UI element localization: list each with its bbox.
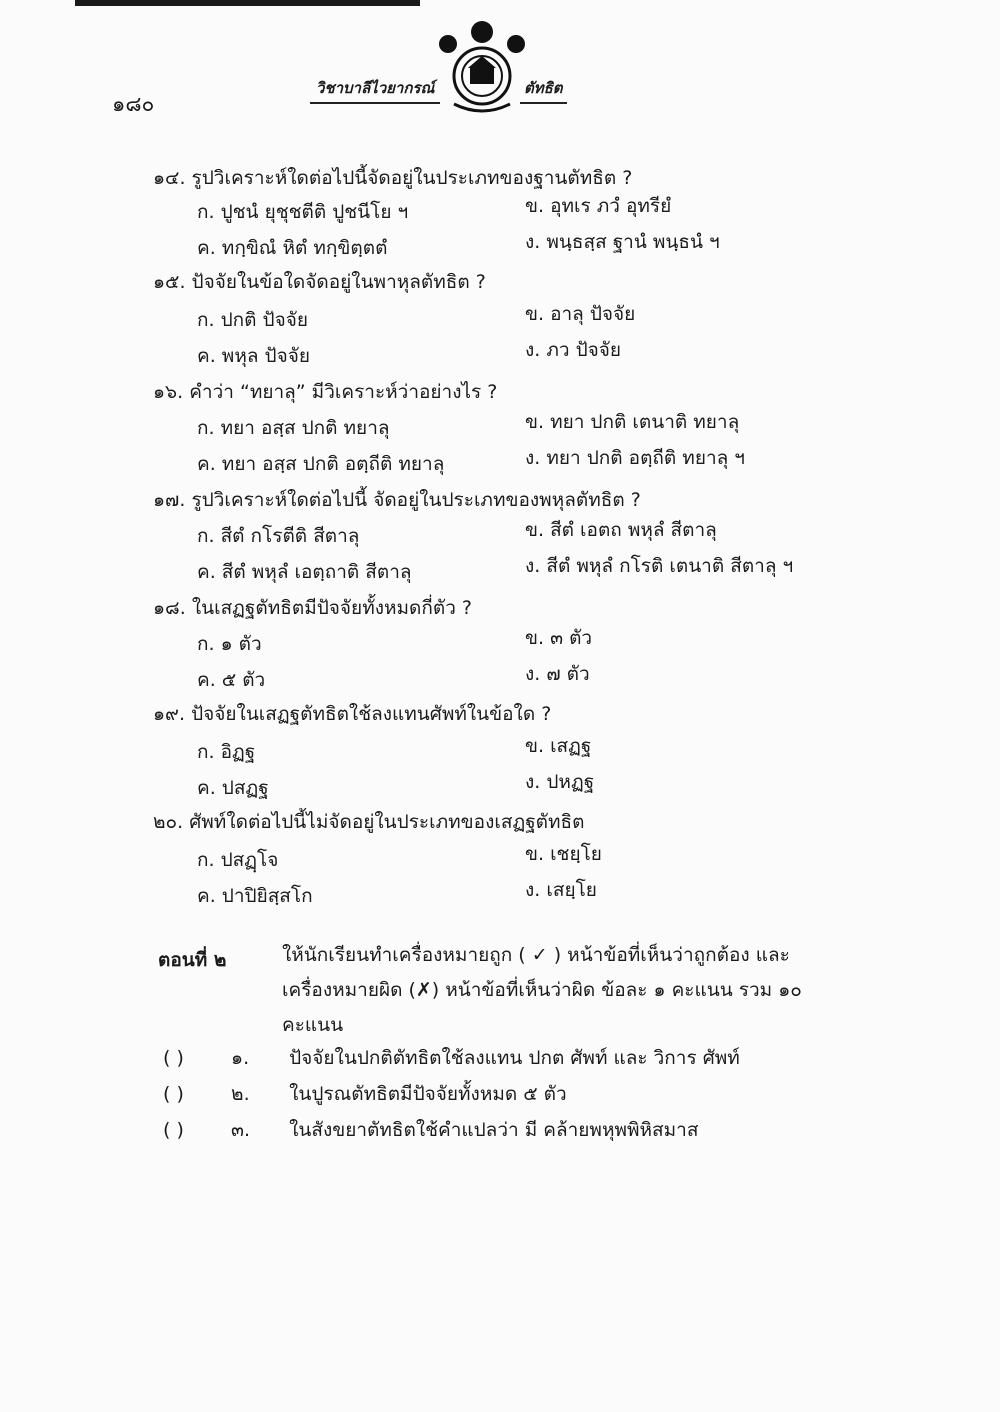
option-d: ง. ทยา ปกติ อตฺถีติ ทยาลุ ฯ: [525, 447, 745, 469]
item-number: ๓.: [231, 1119, 251, 1141]
option-c: ค. ทยา อสฺส ปกติ อตฺถีติ ทยาลุ: [197, 453, 445, 475]
true-false-item-1: [163, 1043, 740, 1073]
question-number: ๑๙.: [153, 703, 186, 725]
answer-box[interactable]: ( ): [163, 1119, 184, 1141]
question-text: รูปวิเคราะห์ใดต่อไปนี้จัดอยู่ในประเภทของฐานตัทธิต ?: [191, 167, 633, 189]
answer-box[interactable]: ( ): [163, 1047, 184, 1069]
option-d: ง. พนฺธสฺส ฐานํ พนฺธนํ ฯ: [525, 231, 720, 253]
option-b: ข. ๓ ตัว: [525, 627, 593, 649]
option-b: ข. เสฏฐ: [525, 735, 592, 757]
option-c: ค. ทกฺขิณํ หิตํ ทกฺขิตฺตตํ: [197, 237, 388, 259]
subject-title: วิชาบาลีไวยากรณ์: [310, 76, 440, 104]
part2-label: ตอนที่ ๒: [158, 949, 227, 971]
true-false-item-3: [163, 1115, 698, 1145]
question-number: ๑๘.: [153, 597, 186, 619]
question-number: ๑๗.: [153, 489, 186, 511]
option-a: ก. สีตํ กโรตีติ สีตาลุ: [197, 525, 360, 547]
option-c: ค. ปสฏฐ: [197, 777, 269, 799]
top-border-line: [75, 0, 420, 6]
option-b: ข. เชยฺโย: [525, 843, 602, 865]
question-number: ๒๐.: [153, 811, 184, 833]
question-18: [153, 593, 472, 623]
option-d: ง. ปหฏฐ: [525, 771, 595, 793]
option-d: ง. ภว ปัจจัย: [525, 339, 622, 361]
question-19: [153, 699, 551, 729]
option-a: ก. อิฏฐ: [197, 741, 256, 763]
topic-title: ตัทธิต: [520, 76, 567, 104]
option-a: ก. ทยา อสฺส ปกติ ทยาลุ: [197, 417, 390, 439]
question-text: ศัพท์ใดต่อไปนี้ไม่จัดอยู่ในประเภทของเสฏฐตัทธิต: [189, 811, 585, 833]
option-a: ก. ปกติ ปัจจัย: [197, 309, 308, 331]
option-c: ค. สีตํ พหุลํ เอตฺถาติ สีตาลุ: [197, 561, 412, 583]
option-b: ข. สีตํ เอตถ พหุลํ สีตาลุ: [525, 519, 717, 541]
option-d: ง. สีตํ พหุลํ กโรติ เตนาติ สีตาลุ ฯ: [525, 555, 794, 577]
question-15: [153, 267, 486, 297]
true-false-item-2: [163, 1079, 567, 1109]
option-c: ค. พหุล ปัจจัย: [197, 345, 310, 367]
option-c: ค. ปาปิยิสฺสโก: [197, 885, 313, 907]
question-text: คำว่า “ทยาลุ” มีวิเคราะห์ว่าอย่างไร ?: [189, 381, 498, 403]
option-a: ก. ปูชนํ ยุชุชตีติ ปูชนีโย ฯ: [197, 201, 409, 223]
item-text: ปัจจัยในปกติตัทธิตใช้ลงแทน ปกต ศัพท์ และ วิการ ศัพท์: [289, 1047, 740, 1069]
question-17: [153, 485, 641, 515]
question-20: [153, 807, 584, 837]
item-number: ๒.: [231, 1083, 250, 1105]
option-d: ง. เสยฺโย: [525, 879, 597, 901]
school-emblem-icon: [432, 20, 532, 120]
question-number: ๑๔.: [153, 167, 186, 189]
question-16: [153, 377, 497, 407]
option-b: ข. อาลุ ปัจจัย: [525, 303, 636, 325]
question-number: ๑๖.: [153, 381, 184, 403]
option-c: ค. ๕ ตัว: [197, 669, 266, 691]
question-14: [153, 163, 632, 193]
question-text: รูปวิเคราะห์ใดต่อไปนี้ จัดอยู่ในประเภทของพหุลตัทธิต ?: [191, 489, 641, 511]
item-text: ในสังขยาตัทธิตใช้คำแปลว่า มี คล้ายพหุพพิหิสมาส: [289, 1119, 699, 1141]
question-text: ปัจจัยในข้อใดจัดอยู่ในพาหุลตัทธิต ?: [191, 271, 486, 293]
item-number: ๑.: [231, 1047, 250, 1069]
option-b: ข. ทยา ปกติ เตนาติ ทยาลุ: [525, 411, 740, 433]
answer-box[interactable]: ( ): [163, 1083, 184, 1105]
question-text: ในเสฏฐตัทธิตมีปัจจัยทั้งหมดกี่ตัว ?: [191, 597, 473, 619]
part2-instruction: ให้นักเรียนทำเครื่องหมายถูก ( ✓ ) หน้าข้อที่เห็นว่าถูกต้อง และเครื่องหมายผิด (✗) หน้าข้อที่เห็นว่าผิด ข้อละ ๑ คะแนน รวม ๑๐ คะแนน: [282, 944, 802, 1036]
question-text: ปัจจัยในเสฏฐตัทธิตใช้ลงแทนศัพท์ในข้อใด ?: [191, 703, 552, 725]
option-a: ก. ปสฏฺโจ: [197, 849, 279, 871]
item-text: ในปูรณตัทธิตมีปัจจัยทั้งหมด ๕ ตัว: [289, 1083, 567, 1105]
option-a: ก. ๑ ตัว: [197, 633, 262, 655]
option-d: ง. ๗ ตัว: [525, 663, 590, 685]
page-number: ๑๘๐: [112, 92, 155, 116]
option-b: ข. อุทเร ภวํ อุทรียํ: [525, 195, 672, 217]
question-number: ๑๕.: [153, 271, 186, 293]
